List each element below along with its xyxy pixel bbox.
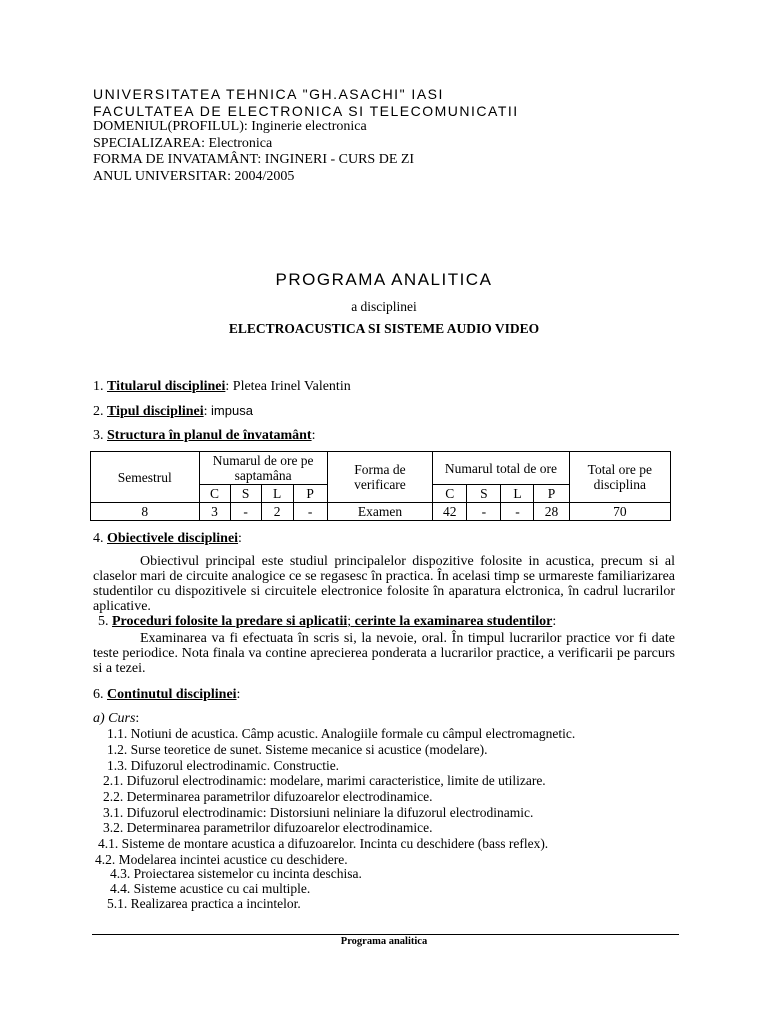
section-separator: : — [225, 379, 233, 394]
structure-table — [90, 451, 671, 521]
section-label: Continutul disciplinei — [107, 687, 237, 702]
cell-p: - — [293, 503, 327, 521]
cell-s: - — [230, 503, 261, 521]
section-proceduri — [98, 614, 556, 630]
curs-separator: : — [135, 711, 140, 726]
university-name: UNIVERSITATEA TEHNICA "GH.ASACHI" IASI — [93, 86, 444, 102]
page-footer: Programa analitica — [340, 936, 428, 947]
tip-value: impusa — [211, 403, 253, 418]
curs-label: a) Curs — [93, 711, 136, 726]
section-number: 6. — [93, 687, 107, 702]
section-label: Tipul disciplinei — [107, 404, 204, 419]
section-label: Proceduri folosite la predare si aplicatii — [112, 614, 348, 629]
discipline-name: ELECTROACUSTICA SI SISTEME AUDIO VIDEO — [228, 321, 540, 336]
list-item: 2.2. Determinarea parametrilor difuzoarelor electrodinamice. — [103, 789, 433, 804]
table-row — [91, 503, 671, 521]
faculty-name: FACULTATEA DE ELECTRONICA SI TELECOMUNICATII — [93, 102, 519, 119]
cell-total: 70 — [569, 503, 670, 521]
section-number: 1. — [93, 379, 107, 394]
cell-forma: Examen — [327, 503, 432, 521]
cell-total-l: - — [501, 503, 534, 521]
section-number: 5. — [98, 614, 112, 629]
cell-total-s: - — [467, 503, 501, 521]
list-item: 4.2. Modelarea incintei acustice cu deschidere. — [95, 852, 348, 867]
cell-total-p: 28 — [534, 503, 569, 521]
subheader-c: C — [199, 485, 230, 503]
header-semestru: Semestrul — [91, 452, 200, 503]
section-separator: : — [203, 404, 212, 419]
section-separator-2: : — [552, 614, 557, 629]
section-titular — [93, 379, 351, 395]
list-item: 1.3. Difuzorul electrodinamic. Constructie. — [107, 758, 340, 773]
cell-l: 2 — [261, 503, 293, 521]
academic-year-line: ANUL UNIVERSITAR: 2004/2005 — [93, 168, 295, 184]
specialization-line: SPECIALIZAREA: Electronica — [93, 135, 273, 151]
section-label: Structura în planul de învatamânt — [107, 428, 312, 443]
header-total-ore: Numarul total de ore — [433, 452, 569, 485]
subheader-l: L — [261, 485, 293, 503]
section-label-2: cerinte la examinarea studentilor — [354, 614, 553, 629]
section-separator: ; — [347, 614, 355, 629]
section-separator: : — [238, 531, 242, 546]
page-subtitle: a disciplinei — [351, 299, 417, 314]
curs-heading — [93, 711, 139, 727]
section-tip — [93, 403, 253, 420]
list-item: 4.3. Proiectarea sistemelor cu incinta deschisa. — [110, 866, 362, 881]
footer-divider — [92, 934, 679, 935]
list-item: 4.4. Sisteme acustice cu cai multiple. — [110, 881, 311, 896]
section-number: 4. — [93, 531, 107, 546]
cell-total-c: 42 — [433, 503, 467, 521]
section-separator: : — [311, 428, 316, 443]
header-ore-saptamana: Numarul de ore pe saptamâna — [199, 452, 327, 485]
page-title: PROGRAMA ANALITICA — [275, 270, 493, 289]
table-header-row — [91, 452, 671, 485]
titular-value: Pletea Irinel Valentin — [232, 379, 351, 394]
list-item: 1.1. Notiuni de acustica. Câmp acustic. Analogiile formale cu câmpul electromagnetic. — [107, 726, 576, 741]
section-number: 2. — [93, 404, 107, 419]
subheader-total-c: C — [433, 485, 467, 503]
objectives-paragraph: Obiectivul principal este studiul principalelor dispozitive folosite in acustica, precum si al claselor mari de circuite analogice ce se regasesc în practica. În acelasi timp se urmareste familiarizarea studentilor cu dispozitivele si circuitele electronice folosite în aparatura elctronica, în cadrul lucrarilor aplicative. — [93, 554, 675, 614]
list-item: 5.1. Realizarea practica a incintelor. — [107, 896, 301, 911]
list-item: 3.2. Determinarea parametrilor difuzoarelor electrodinamice. — [103, 820, 433, 835]
section-separator: : — [236, 687, 241, 702]
list-item: 2.1. Difuzorul electrodinamic: modelare, marimi caracteristice, limite de utilizare. — [103, 773, 546, 788]
section-label: Titularul disciplinei — [107, 379, 226, 394]
subheader-total-p: P — [534, 485, 569, 503]
header-total-disciplina: Total ore pe disciplina — [569, 452, 670, 503]
section-obiective — [93, 531, 242, 547]
section-continut — [93, 687, 240, 703]
section-number: 3. — [93, 428, 107, 443]
subheader-p: P — [293, 485, 327, 503]
subheader-s: S — [230, 485, 261, 503]
cell-c: 3 — [199, 503, 230, 521]
section-structura — [93, 428, 315, 444]
domain-line: DOMENIUL(PROFILUL): Inginerie electronica — [93, 119, 367, 134]
list-item: 3.1. Difuzorul electrodinamic: Distorsiuni neliniare la difuzorul electrodinamic. — [103, 805, 534, 820]
header-forma-verificare: Forma de verificare — [327, 452, 432, 503]
list-item: 4.1. Sisteme de montare acustica a difuzoarelor. Incinta cu deschidere (bass reflex). — [98, 836, 549, 851]
list-item: 1.2. Surse teoretice de sunet. Sisteme mecanice si acustice (modelare). — [107, 742, 488, 757]
section-label: Obiectivele disciplinei — [107, 531, 239, 546]
study-form-line: FORMA DE INVATAMÂNT: INGINERI - CURS DE ZI — [93, 152, 415, 167]
subheader-total-s: S — [467, 485, 501, 503]
procedures-paragraph: Examinarea va fi efectuata în scris si, la nevoie, oral. În timpul lucrarilor practice vor fi date teste periodice. Nota finala va contine aprecierea ponderata a lucrarilor practice, a verificarii pe parcurs si a tezei. — [93, 631, 675, 676]
document-header — [93, 86, 519, 185]
cell-semestru: 8 — [91, 503, 200, 521]
subheader-total-l: L — [501, 485, 534, 503]
